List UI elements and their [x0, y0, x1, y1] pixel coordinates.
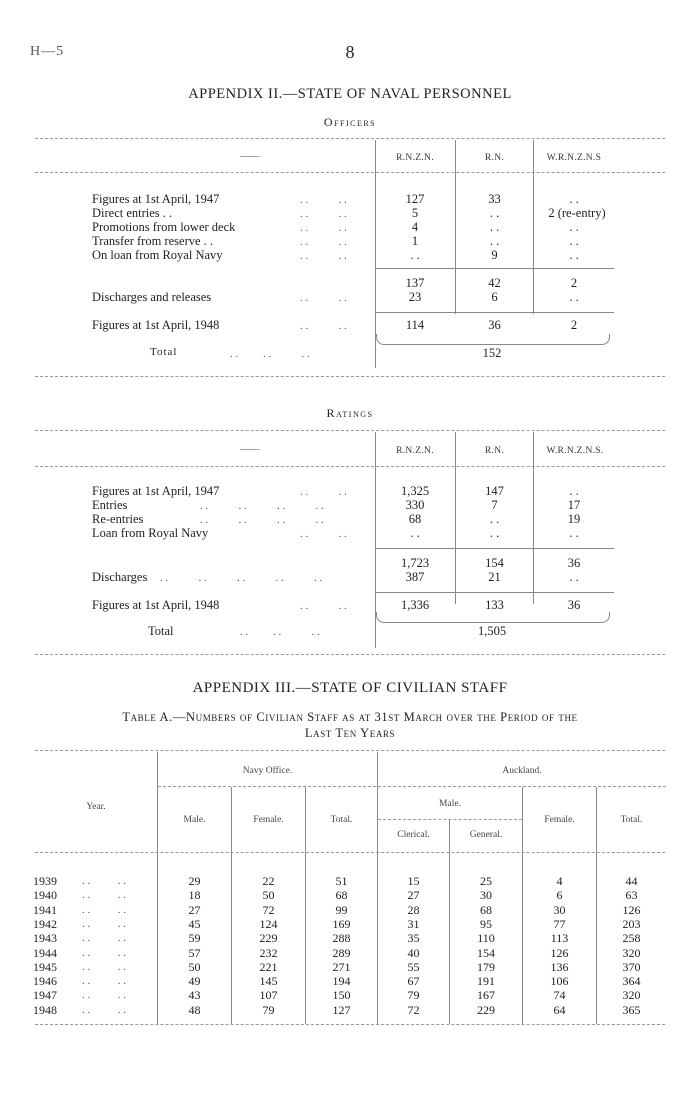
page-number: 8 [345, 42, 355, 62]
ratings-discharges: 387 [405, 570, 425, 584]
officers-cell: 33 [488, 192, 501, 206]
table-a-cell: 154 [477, 945, 495, 960]
auckland-header: Auckland. [502, 766, 542, 776]
ratings-discharges: 21 [488, 570, 501, 584]
officers-col-wrnzns: W.R.N.Z.N.S [546, 153, 602, 163]
auckland-total-header: Total. [620, 815, 643, 825]
navy-female-header: Female. [253, 815, 284, 825]
ratings-cell: 1,325 [400, 484, 430, 498]
officers-subtitle: Officers [323, 115, 377, 129]
ratings-col-wrnzns: W.R.N.Z.N.S. [546, 446, 604, 456]
table-a-cell: 77 [553, 916, 566, 931]
officers-bottom-rule [35, 376, 665, 377]
officers-final-rule [376, 312, 614, 313]
officers-col-rnzn: R.N.Z.N. [396, 153, 434, 163]
table-a-cell: 25 [480, 874, 492, 888]
officers-cell: 1 [411, 234, 419, 248]
table-a-cell: 127 [332, 1002, 351, 1017]
officers-discharges: 23 [408, 290, 422, 304]
year-cell: 1945 [33, 959, 57, 974]
ratings-row-label: Entries [92, 498, 128, 512]
ratings-discharges-label: Discharges [92, 570, 148, 584]
clerical-header: Clerical. [397, 830, 430, 840]
officers-discharges-label: Discharges and releases [92, 290, 212, 304]
ratings-cell: 147 [485, 484, 504, 498]
table-a-cell: 30 [553, 902, 566, 917]
table-a-cell: 145 [259, 974, 278, 989]
table-a-top-rule [35, 750, 665, 751]
table-a-cell: 64 [553, 1002, 566, 1017]
ratings-cell: . . [569, 484, 579, 498]
ratings-row-label: Re-entries [92, 512, 144, 526]
table-a-title-line-2: Last Ten Years [304, 726, 396, 740]
table-a-cell: 79 [407, 988, 420, 1003]
table-a-cell: 68 [480, 902, 492, 917]
ratings-subtotal: 1,723 [400, 556, 430, 570]
officers-cell: 2 (re-entry) [548, 206, 606, 220]
appendix-2-title: APPENDIX II.—STATE OF NAVAL PERSONNEL [188, 86, 512, 102]
table-a-cell: 136 [550, 959, 569, 974]
table-a-cell: 150 [332, 988, 351, 1003]
table-a-cell: 320 [622, 988, 641, 1003]
table-a-cell: 72 [407, 1002, 420, 1017]
officers-cell: . . [489, 220, 500, 234]
ratings-subtitle: Ratings [326, 406, 374, 420]
officers-row-label: On loan from Royal Navy [92, 248, 223, 262]
table-a-male-rule [378, 819, 522, 820]
officers-cell: . . [569, 192, 579, 206]
table-a-cell: 167 [477, 988, 495, 1003]
table-a-cell: 126 [622, 902, 641, 917]
ratings-bottom-rule [35, 654, 665, 655]
navy-male-header: Male. [183, 815, 206, 825]
officers-total-value: 152 [482, 346, 502, 360]
officers-header-dash: —— [240, 152, 260, 162]
officers-final: 2 [570, 318, 578, 332]
officers-discharges: 6 [491, 290, 498, 304]
officers-final-label: Figures at 1st April, 1948 [92, 318, 220, 332]
table-a-cell: 48 [188, 1002, 201, 1017]
table-a-cell: 107 [259, 988, 278, 1003]
table-a-cell: 49 [188, 974, 201, 989]
table-a-cell: 320 [622, 945, 641, 960]
officers-cell: . . [489, 234, 500, 248]
officers-col-rn: R.N. [484, 153, 505, 163]
year-header: Year. [86, 802, 106, 812]
year-cell: 1942 [33, 916, 57, 931]
table-a-cell: 110 [477, 931, 495, 946]
officers-cell: . . [489, 206, 500, 220]
ratings-cell: . . [569, 526, 579, 540]
officers-subtotal: 2 [570, 276, 578, 290]
table-a-cell: 221 [259, 959, 278, 974]
table-a-group-rule [158, 786, 666, 787]
table-a-cell: 72 [262, 902, 275, 917]
ratings-discharges: . . [569, 570, 579, 584]
officers-row-label: Transfer from reserve . . [92, 234, 214, 248]
table-a-cell: 6 [556, 888, 563, 903]
table-a-cell: 126 [550, 945, 569, 960]
ratings-col-rn: R.N. [484, 446, 505, 456]
table-a-cell: 74 [553, 988, 566, 1003]
table-a-cell: 106 [550, 974, 569, 989]
ratings-cell: 7 [491, 498, 498, 512]
auckland-male-header: Male. [439, 799, 461, 809]
table-a-title-line-1: Table A.—Numbers of Civilian Staff as at 31st March over the Period of the [122, 710, 578, 724]
officers-row-label: Promotions from lower deck [92, 220, 236, 234]
table-a-bottom-rule [35, 1024, 665, 1025]
table-a-cell: 229 [477, 1002, 495, 1017]
table-a-cell: 229 [259, 931, 278, 946]
table-a-cell: 35 [407, 931, 420, 946]
table-a-cell: 22 [262, 874, 275, 888]
table-a-cell: 95 [480, 916, 492, 931]
officers-row-label: Figures at 1st April, 1947 [92, 192, 220, 206]
table-a-cell: 57 [188, 945, 201, 960]
table-a-cell: 191 [477, 974, 495, 989]
table-a-cell: 194 [332, 974, 351, 989]
ratings-total-value: 1,505 [477, 624, 507, 638]
year-cell: 1947 [33, 988, 57, 1003]
table-a-cell: 113 [550, 931, 569, 946]
table-a-cell: 68 [335, 888, 348, 903]
year-cell: 1948 [33, 1002, 57, 1017]
officers-cell: . . [569, 234, 579, 248]
table-a-cell: 79 [262, 1002, 275, 1017]
table-a-cell: 51 [335, 874, 348, 888]
officers-cell: . . [569, 220, 579, 234]
ratings-row-label: Loan from Royal Navy [92, 526, 209, 540]
officers-row-label: Direct entries . . [92, 206, 173, 220]
officers-cell: 127 [405, 192, 425, 206]
ratings-cell: . . [489, 512, 500, 526]
table-a-cell: 289 [332, 945, 351, 960]
ratings-subtotal: 36 [567, 556, 581, 570]
year-cell: 1939 [33, 874, 57, 888]
navy-total-header: Total. [330, 815, 353, 825]
officers-cell: . . [410, 248, 420, 262]
table-a-cell: 15 [407, 874, 420, 888]
year-cell: 1943 [33, 931, 57, 946]
table-a-cell: 364 [622, 974, 641, 989]
table-a-cell: 67 [407, 974, 420, 989]
officers-subtotal: 42 [488, 276, 501, 290]
ratings-cell: 19 [567, 512, 581, 526]
year-cell: 1941 [33, 902, 57, 917]
table-a-cell: 18 [188, 888, 201, 903]
table-a-cell: 288 [332, 931, 351, 946]
officers-top-rule [35, 138, 665, 139]
table-a-cell: 365 [622, 1002, 641, 1017]
table-a-cell: 30 [480, 888, 492, 903]
officers-final: 36 [488, 318, 501, 332]
officers-final: 114 [405, 318, 425, 332]
table-a-cell: 50 [188, 959, 201, 974]
ratings-subtotal: 154 [485, 556, 504, 570]
table-a-cell: 28 [407, 902, 420, 917]
ratings-total-label: Total [148, 624, 174, 638]
officers-total-label: Total [150, 346, 178, 358]
table-a-cell: 43 [188, 988, 201, 1003]
officers-header-rule [35, 172, 665, 173]
table-a-cell: 258 [622, 931, 641, 946]
table-a-header-rule [35, 852, 665, 853]
ratings-final: 133 [485, 598, 504, 612]
table-a-cell: 45 [188, 916, 201, 931]
officers-cell: 9 [491, 248, 498, 262]
table-a-cell: 179 [477, 959, 495, 974]
page-reference: H—5 [30, 44, 65, 59]
ratings-cell: . . [410, 526, 420, 540]
ratings-cell: 68 [408, 512, 422, 526]
ratings-top-rule [35, 430, 665, 431]
table-a-cell: 29 [188, 874, 201, 888]
table-a-cell: 169 [332, 916, 351, 931]
ratings-row-label: Figures at 1st April, 1947 [92, 484, 220, 498]
year-cell: 1946 [33, 974, 57, 989]
table-a-cell: 27 [188, 902, 201, 917]
table-a-cell: 99 [335, 902, 348, 917]
ratings-final-label: Figures at 1st April, 1948 [92, 598, 220, 612]
year-cell: 1944 [33, 945, 57, 960]
officers-total-brace [376, 334, 610, 345]
officers-cell: . . [569, 248, 579, 262]
officers-cell: 4 [411, 220, 419, 234]
table-a-cell: 40 [407, 945, 420, 960]
ratings-final-rule [376, 592, 614, 593]
ratings-header-rule [35, 466, 665, 467]
table-a-cell: 370 [622, 959, 641, 974]
ratings-subtotal-rule [376, 548, 614, 549]
table-a-cell: 271 [332, 959, 351, 974]
appendix-3-title: APPENDIX III.—STATE OF CIVILIAN STAFF [192, 680, 508, 696]
ratings-header-dash: —— [240, 445, 260, 455]
ratings-final: 1,336 [400, 598, 430, 612]
ratings-total-brace [376, 612, 610, 623]
table-a-cell: 44 [625, 874, 638, 888]
ratings-col-rnzn: R.N.Z.N. [396, 446, 434, 456]
table-a-cell: 232 [259, 945, 278, 960]
officers-cell: 5 [411, 206, 419, 220]
year-cell: 1940 [33, 888, 57, 903]
general-header: General. [469, 830, 503, 840]
officers-subtotal-rule [376, 268, 614, 269]
table-a-cell: 59 [188, 931, 201, 946]
navy-office-header: Navy Office. [242, 766, 293, 776]
officers-discharges: . . [569, 290, 579, 304]
table-a-cell: 203 [622, 916, 641, 931]
table-a-cell: 63 [625, 888, 638, 903]
table-a-cell: 55 [407, 959, 420, 974]
auckland-female-header: Female. [544, 815, 575, 825]
table-a-cell: 4 [556, 874, 563, 888]
ratings-cell: 330 [405, 498, 425, 512]
table-a-cell: 31 [407, 916, 420, 931]
table-a-cell: 50 [262, 888, 275, 903]
table-a-cell: 124 [259, 916, 278, 931]
ratings-cell: . . [489, 526, 500, 540]
ratings-final: 36 [567, 598, 581, 612]
officers-subtotal: 137 [405, 276, 425, 290]
ratings-cell: 17 [567, 498, 581, 512]
table-a-cell: 27 [407, 888, 420, 903]
